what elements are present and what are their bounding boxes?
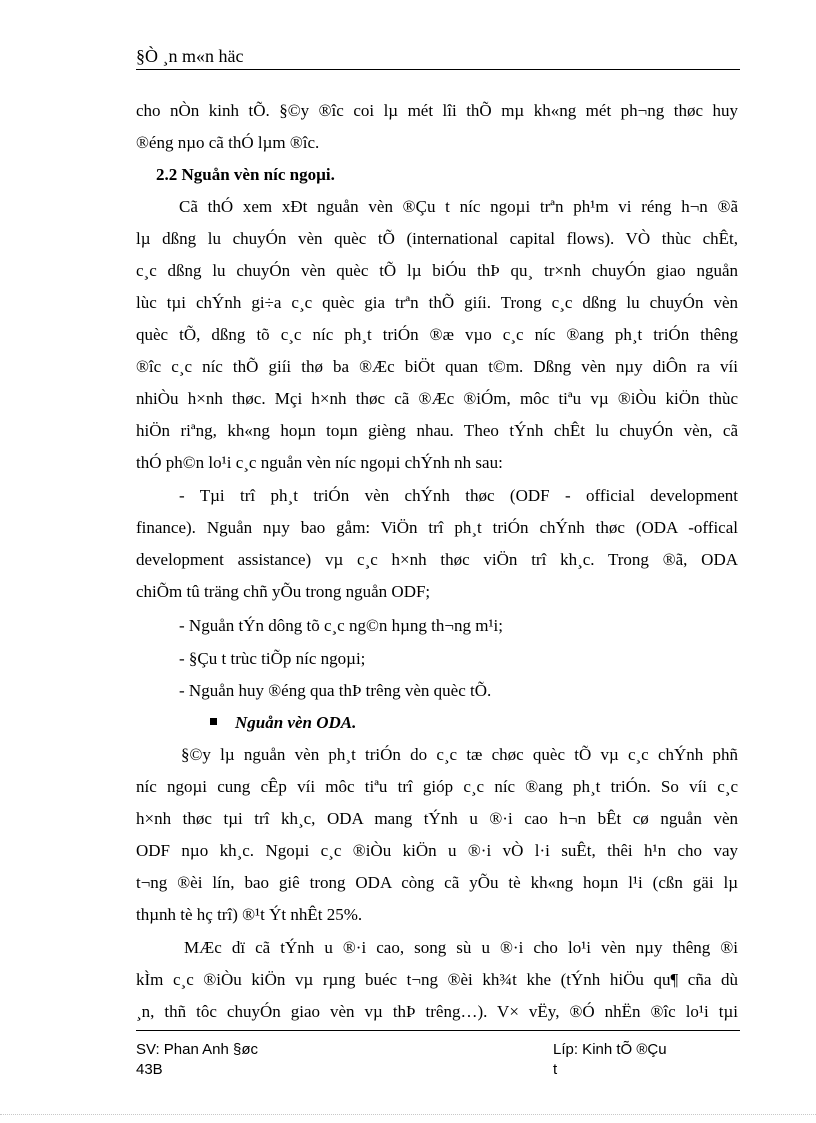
- footer-rule: [136, 1030, 740, 1031]
- page-header-title: §Ò ¸n m«n häc: [136, 46, 244, 66]
- para1-line-3: c¸c dßng lu chuyÓn vèn quèc tÕ lµ biÓu thÞ qu¸ tr×nh chuyÓn giao nguån: [136, 261, 738, 280]
- sub-heading-text: Nguån vèn ODA.: [235, 713, 357, 732]
- footer-student-class-code: 43B: [136, 1061, 163, 1078]
- section-heading: 2.2 Nguån vèn níc ngoµi.: [156, 165, 335, 184]
- para2-line-6: thµnh tè hç trî) ®¹t Ýt nhÊt 25%.: [136, 905, 363, 924]
- para1-line-4: lùc tµi chÝnh gi÷a c¸c quèc gia trªn thÕ giíi. Trong c¸c dßng lu chuyÓn vèn: [136, 293, 738, 312]
- square-bullet-icon: [210, 718, 217, 725]
- para1-line-9: thÓ ph©n lo¹i c¸c nguån vèn níc ngoµi chÝnh nh sau:: [136, 453, 503, 472]
- para1-line-7: nhiÒu h×nh thøc. Mçi h×nh thøc cã ®Æc ®iÓm, môc tiªu vµ ®iÒu kiÖn thùc: [136, 389, 738, 408]
- list-odf-line-3: development assistance) vµ c¸c h×nh thøc viÖn trî kh¸c. Trong ®ã, ODA: [136, 550, 738, 569]
- para2-line-3: h×nh thøc tµi trî kh¸c, ODA mang tÝnh u ®·i cao h¬n bÊt cø nguån vèn: [136, 809, 738, 828]
- para2-line-5: t¬ng ®èi lín, bao giê trong ODA còng cã yÕu tè kh«ng hoµn l¹i (cßn gäi lµ: [136, 873, 738, 892]
- footer-class: Líp: Kinh tÕ ®Çu t: [553, 1041, 667, 1078]
- para3-line-1: MÆc dï cã tÝnh u ®·i cao, song sù u ®·i cho lo¹i vèn nµy thêng ®i: [184, 938, 738, 957]
- para1-line-5: quèc tÕ, dßng tõ c¸c níc ph¸t triÓn ®æ vµo c¸c níc ®ang ph¸t triÓn thêng: [136, 325, 738, 344]
- list-item-capital-market: - Nguån huy ®éng qua thÞ trêng vèn quèc tÕ.: [179, 681, 492, 700]
- intro-line-2: ®éng nµo cã thÓ lµm ®îc.: [136, 133, 320, 152]
- list-odf-line-1: - Tµi trî ph¸t triÓn vèn chÝnh thøc (ODF - official development: [179, 486, 738, 505]
- para1-line-2: lµ dßng lu chuyÓn vèn quèc tÕ (international capital flows). VÒ thùc chÊt,: [136, 229, 738, 248]
- para2-line-4: ODF nµo kh¸c. Ngoµi c¸c ®iÒu kiÖn u ®·i vÒ l·i suÊt, thêi h¹n cho vay: [136, 841, 738, 860]
- para3-line-2: kÌm c¸c ®iÒu kiÖn vµ rµng buéc t¬ng ®èi kh¾t khe (tÝnh hiÖu qu¶ cña dù: [136, 970, 738, 989]
- page-bottom-edge: [0, 1114, 816, 1115]
- footer-student: [136, 1040, 258, 1080]
- footer-student-name: SV: Phan Anh §øc: [136, 1041, 259, 1058]
- para3-line-3: ¸n, thñ tôc chuyÓn giao vèn vµ thÞ trêng…). V× vËy, ®Ó nhËn ®îc lo¹i tµi: [136, 1002, 738, 1021]
- list-item-fdi: - §Çu t trùc tiÕp níc ngoµi;: [179, 649, 366, 668]
- list-odf-line-2: finance). Nguån nµy bao gåm: ViÖn trî ph¸t triÓn chÝnh thøc (ODA -offical: [136, 518, 738, 537]
- list-odf-line-4: chiÕm tû träng chñ yÕu trong nguån ODF;: [136, 582, 431, 601]
- para1-line-1: Cã thÓ xem xÐt nguån vèn ®Çu t níc ngoµi trªn ph¹m vi réng h¬n ®ã: [179, 197, 738, 216]
- header-rule: [136, 69, 740, 70]
- para1-line-8: hiÖn riªng, kh«ng hoµn toµn gièng nhau. Theo tÝnh chÊt lu chuyÓn vèn, cã: [136, 421, 738, 440]
- sub-heading-oda: [210, 707, 812, 739]
- list-item-credit: - Nguån tÝn dông tõ c¸c ng©n hµng th¬ng m¹i;: [179, 616, 503, 635]
- para1-line-6: ®îc c¸c níc thÕ giíi thø ba ®Æc biÖt quan t©m. Dßng vèn nµy diÔn ra víi: [136, 357, 738, 376]
- para2-line-2: níc ngoµi cung cÊp víi môc tiªu trî gióp c¸c níc ®ang ph¸t triÓn. So víi c¸c: [136, 777, 738, 796]
- para2-line-1: §©y lµ nguån vèn ph¸t triÓn do c¸c tæ chøc quèc tÕ vµ c¸c chÝnh phñ: [181, 745, 738, 764]
- intro-line-1: cho nÒn kinh tÕ. §©y ®îc coi lµ mét lîi thÕ mµ kh«ng mét ph¬ng thøc huy: [136, 101, 738, 120]
